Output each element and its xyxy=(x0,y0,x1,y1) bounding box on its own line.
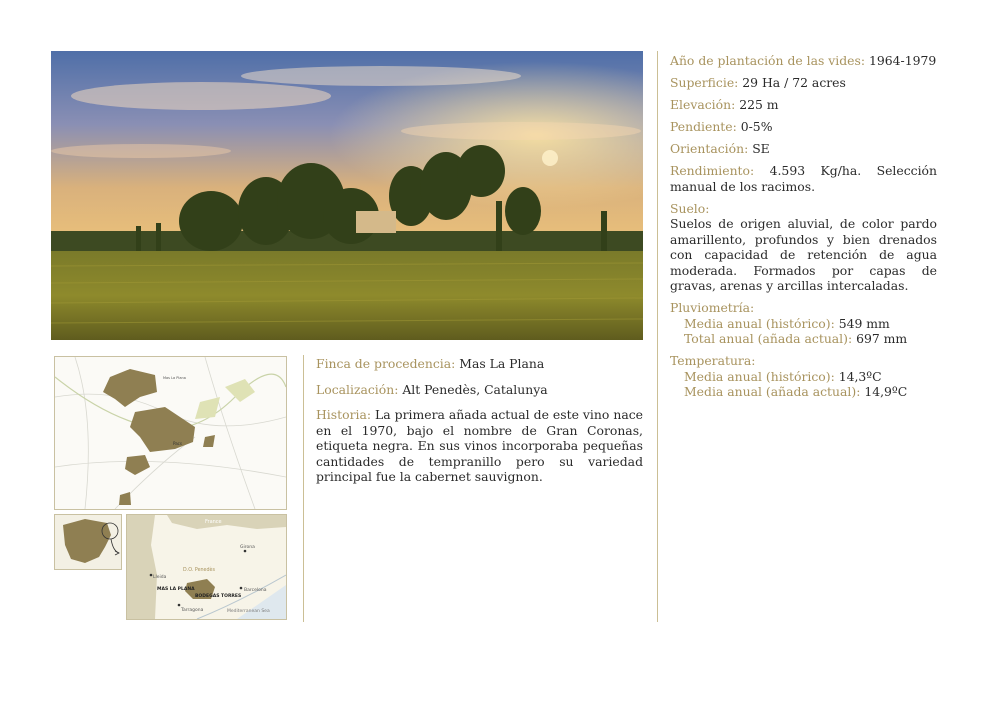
yield-value: 4.593 Kg/ha. Selección manual de los racimos. xyxy=(670,163,937,194)
rainfall-historic-label: Media anual (histórico): xyxy=(684,315,835,331)
temperature-historic xyxy=(670,369,937,385)
surface-value: 29 Ha / 72 acres xyxy=(738,75,846,90)
rainfall-current xyxy=(670,331,937,347)
orientation-value: SE xyxy=(748,141,770,156)
soil-value: Suelos de origen aluvial, de color pardo amarillento, profundos y bien drenados con capacidad de retención de agua moderada. Formados por capas de gravas, arenas y arcillas intercaladas. xyxy=(670,216,937,293)
rainfall-row xyxy=(670,300,937,347)
plantation-label: Año de plantación de las vides: xyxy=(670,53,866,68)
map-sea-label: Mediterranean Sea xyxy=(227,609,270,614)
plantation-value: 1964-1979 xyxy=(865,53,937,68)
catalonia-region-map xyxy=(126,514,287,620)
surface-row xyxy=(670,75,937,91)
map-france-label: France xyxy=(205,519,222,525)
rainfall-current-label: Total anual (añada actual): xyxy=(684,331,853,346)
history-value: La primera añada actual de este vino nace en el 1970, bajo el nombre de Gran Coronas, etiqueta negra. En sus vinos incorporaba pequeñas cantidades de tempranillo pero su variedad principal fue la cabernet sauvignon. xyxy=(316,407,643,484)
estate-info-panel xyxy=(316,356,643,495)
slope-value: 0-5% xyxy=(736,119,773,134)
orientation-label: Orientación: xyxy=(670,141,749,156)
rainfall-label: Pluviometría: xyxy=(670,300,755,315)
map-bodegas-label: BODEGAS TORRES xyxy=(195,594,242,599)
slope-row xyxy=(670,119,937,135)
history-label: Historia: xyxy=(316,407,372,422)
map-girona-label: Girona xyxy=(240,545,255,550)
map-estate-label: MAS LA PLANA xyxy=(157,587,195,592)
history-row xyxy=(316,407,643,485)
vineyard-data-panel xyxy=(670,53,937,406)
map-do-label: D.O. Penedès xyxy=(183,568,216,573)
rainfall-historic-value: 549 mm xyxy=(834,315,890,331)
yield-row xyxy=(670,163,937,194)
temperature-current-label: Media anual (añada actual): xyxy=(684,384,861,399)
elevation-row xyxy=(670,97,937,113)
location-row xyxy=(316,382,643,398)
right-divider xyxy=(657,51,658,622)
catalonia-region-drawing xyxy=(127,515,286,619)
pacs-label: Pacs xyxy=(173,441,182,446)
soil-row xyxy=(670,201,937,294)
estate-detail-map xyxy=(54,356,287,510)
map-barcelona-label: Barcelona xyxy=(244,588,267,593)
estate-row xyxy=(316,356,643,372)
map-lleida-label: Lleida xyxy=(153,575,167,580)
location-value: Alt Penedès, Catalunya xyxy=(398,381,548,397)
map-tarragona-label: Tarragona xyxy=(181,608,204,613)
slope-label: Pendiente: xyxy=(670,119,737,134)
vineyard-photo xyxy=(51,51,643,340)
temperature-row xyxy=(670,353,937,400)
temperature-current-value: 14,9ºC xyxy=(860,384,908,399)
vineyard-photo-illustration xyxy=(51,51,643,340)
elevation-label: Elevación: xyxy=(670,97,736,112)
estate-value: Mas La Plana xyxy=(455,356,545,371)
surface-label: Superficie: xyxy=(670,75,739,90)
plantation-row xyxy=(670,53,937,69)
spain-locator-map xyxy=(54,514,122,570)
temperature-historic-value: 14,3ºC xyxy=(834,368,882,384)
svg-text:Mas La Plana: Mas La Plana xyxy=(163,376,186,380)
yield-label: Rendimiento: xyxy=(670,163,755,178)
rainfall-current-value: 697 mm xyxy=(852,331,908,346)
soil-label: Suelo: xyxy=(670,200,710,216)
elevation-value: 225 m xyxy=(735,97,779,112)
rainfall-historic xyxy=(670,316,937,332)
orientation-row xyxy=(670,141,937,157)
spain-locator-drawing xyxy=(55,515,121,569)
estate-detail-map-drawing xyxy=(55,357,286,509)
temperature-historic-label: Media anual (histórico): xyxy=(684,368,835,384)
temperature-current xyxy=(670,384,937,400)
location-label: Localización: xyxy=(316,381,399,397)
temperature-label: Temperatura: xyxy=(670,353,756,368)
middle-divider xyxy=(303,355,304,622)
estate-label: Finca de procedencia: xyxy=(316,356,456,371)
